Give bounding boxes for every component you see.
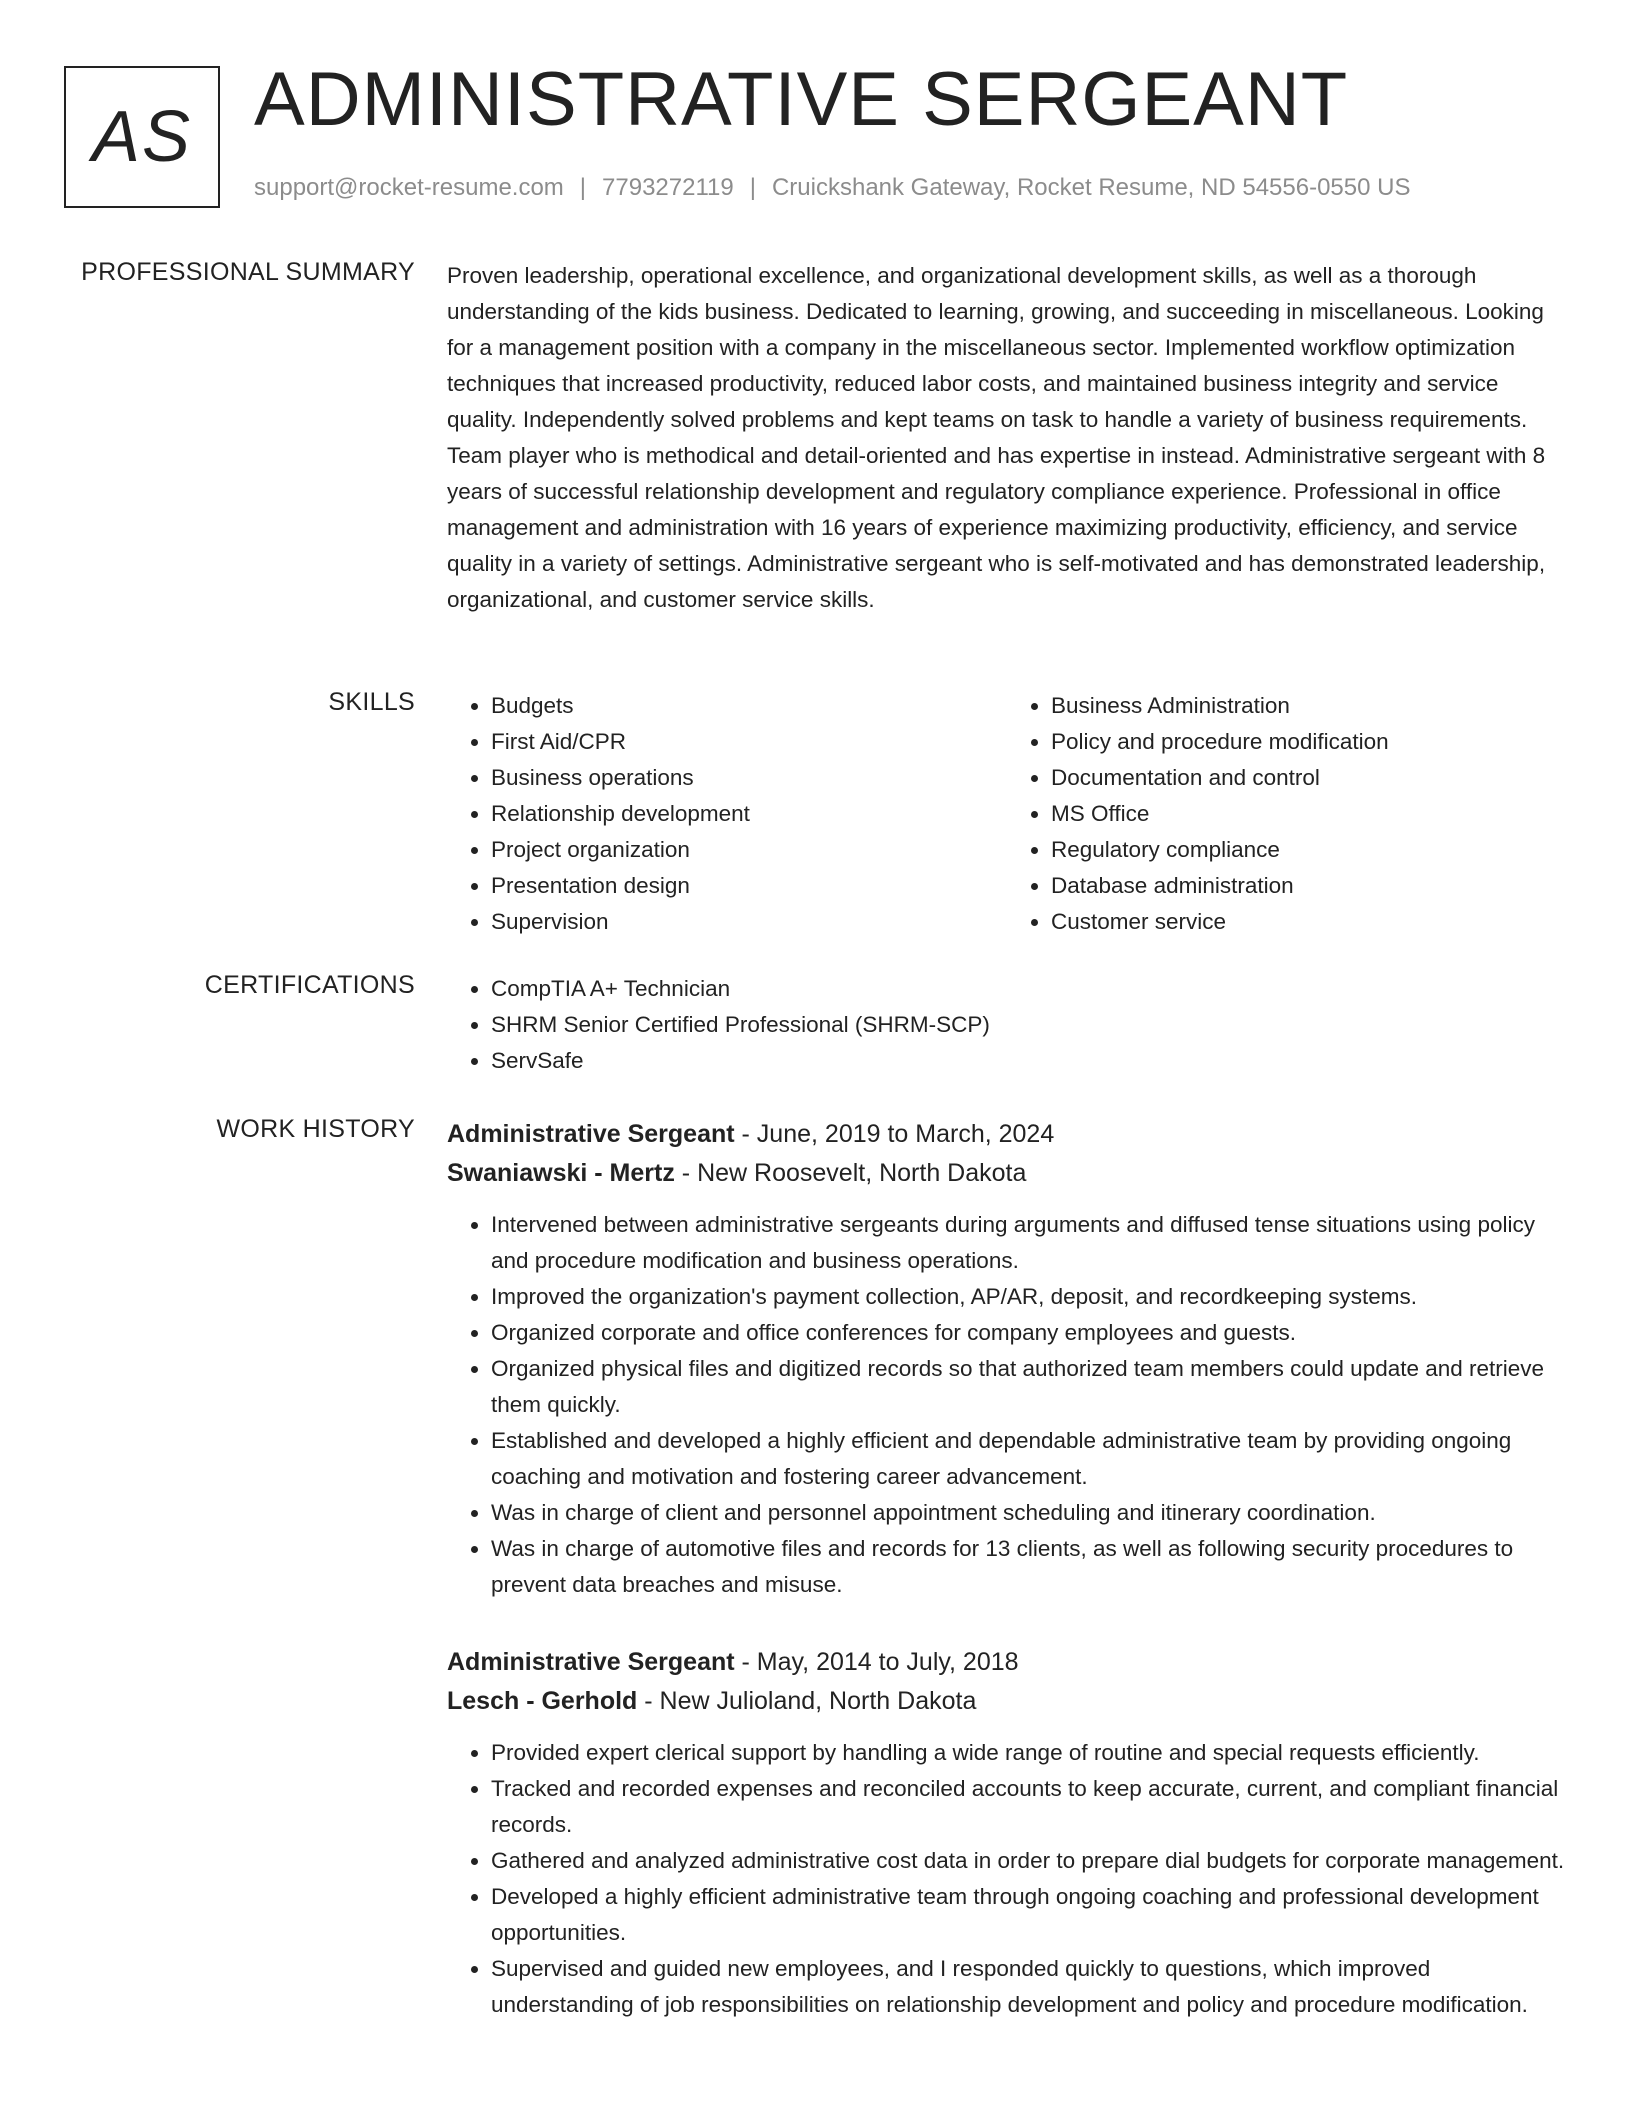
job-duty-item: • Intervened between administrative sergeants during arguments and diffused tense situations using policy and procedure modification and business operations. [491,1207,1567,1279]
initials-monogram: AS [64,66,220,208]
job-duty-item: • Provided expert clerical support by handling a wide range of routine and special requests efficiently. [491,1735,1567,1771]
job-duty-item: • Gathered and analyzed administrative cost data in order to prepare dial budgets for corporate management. [491,1843,1567,1879]
contact-separator: | [579,174,587,201]
skill-item: • Database administration [1051,868,1567,904]
job-title-line [447,1115,1567,1154]
job-duties-list [447,1207,1567,1603]
skill-item: • Supervision [491,904,1007,940]
job-title-line [447,1643,1567,1682]
job-company-line [447,1154,1567,1193]
skill-item: • Presentation design [491,868,1007,904]
job-entry [447,1643,1567,2023]
job-duty-item: • Supervised and guided new employees, and I responded quickly to questions, which improved understanding of job responsibilities on relationship development and policy and procedure modification. [491,1951,1567,2023]
skill-item: • Regulatory compliance [1051,832,1567,868]
job-location: - New Roosevelt, North Dakota [674,1159,1027,1187]
skill-item: • MS Office [1051,796,1567,832]
section-heading-work-history: WORK HISTORY [216,1115,415,1143]
contact-line [254,174,1410,202]
job-duty-item: • Tracked and recorded expenses and reconciled accounts to keep accurate, current, and compliant financial records. [491,1771,1567,1843]
job-duty-item: • Organized physical files and digitized records so that authorized team members could update and retrieve them quickly. [491,1351,1567,1423]
job-duty-item: • Established and developed a highly efficient and dependable administrative team by providing ongoing coaching and motivation and fostering career advancement. [491,1423,1567,1495]
certification-item: • SHRM Senior Certified Professional (SHRM-SCP) [491,1007,1567,1043]
work-history-body [447,1115,1567,2063]
certifications-body [447,971,1567,1079]
skill-item: • Customer service [1051,904,1567,940]
skill-item: • First Aid/CPR [491,724,1007,760]
job-dates: - May, 2014 to July, 2018 [734,1648,1019,1676]
certification-item: • ServSafe [491,1043,1567,1079]
skill-item: • Business operations [491,760,1007,796]
skills-list-left [447,688,1007,940]
skills-list-right [1007,688,1567,940]
job-duty-item: • Was in charge of automotive files and records for 13 clients, as well as following security procedures to prevent data breaches and misuse. [491,1531,1567,1603]
skill-item: • Policy and procedure modification [1051,724,1567,760]
section-heading-skills: SKILLS [328,688,415,716]
contact-email: support@rocket-resume.com [254,174,564,201]
contact-address: Cruickshank Gateway, Rocket Resume, ND 54556-0550 US [771,174,1411,201]
job-title: Administrative Sergeant [447,1120,735,1148]
skill-item: • Business Administration [1051,688,1567,724]
job-title: Administrative Sergeant [447,1648,735,1676]
summary-text: Proven leadership, operational excellence, and organizational development skills, as well as a thorough understanding of the kids business. Dedicated to learning, growing, and succeeding in miscellaneous. Looking for a management position with a company in the miscellaneous sector. Implemented workflow optimization techniques that increased productivity, reduced labor costs, and maintained business integrity and service quality. Independently solved problems and kept teams on task to handle a variety of business requirements. Team player who is methodical and detail-oriented and has expertise in instead. Administrative sergeant with 8 years of successful relationship development and regulatory compliance experience. Professional in office management and administration with 16 years of experience maximizing productivity, efficiency, and service quality in a variety of settings. Administrative sergeant who is self-motivated and has demonstrated leadership, organizational, and customer service skills. [447,263,1546,612]
candidate-name: ADMINISTRATIVE SERGEANT [254,57,1349,142]
skill-item: • Documentation and control [1051,760,1567,796]
job-company-line [447,1682,1567,1721]
contact-separator: | [749,174,756,201]
skill-item: • Budgets [491,688,1007,724]
job-duty-item: • Organized corporate and office conferences for company employees and guests. [491,1315,1567,1351]
job-company: Swaniawski - Mertz [447,1159,675,1187]
certifications-list [447,971,1567,1079]
job-location: - New Julioland, North Dakota [637,1687,977,1715]
job-duty-item: • Was in charge of client and personnel appointment scheduling and itinerary coordination. [491,1495,1567,1531]
job-entry [447,1115,1567,1603]
skill-item: • Project organization [491,832,1007,868]
section-heading-summary: PROFESSIONAL SUMMARY [81,258,415,286]
job-duties-list [447,1735,1567,2023]
skill-item: • Relationship development [491,796,1007,832]
job-duty-item: • Developed a highly efficient administrative team through ongoing coaching and professional development opportunities. [491,1879,1567,1951]
certification-item: • CompTIA A+ Technician [491,971,1567,1007]
section-heading-certifications: CERTIFICATIONS [204,971,415,999]
job-company: Lesch - Gerhold [447,1687,638,1715]
job-duty-item: • Improved the organization's payment collection, AP/AR, deposit, and recordkeeping systems. [491,1279,1567,1315]
contact-phone: 7793272119 [602,174,734,201]
summary-body [447,258,1567,618]
skills-grid [447,688,1567,940]
job-dates: - June, 2019 to March, 2024 [734,1120,1055,1148]
